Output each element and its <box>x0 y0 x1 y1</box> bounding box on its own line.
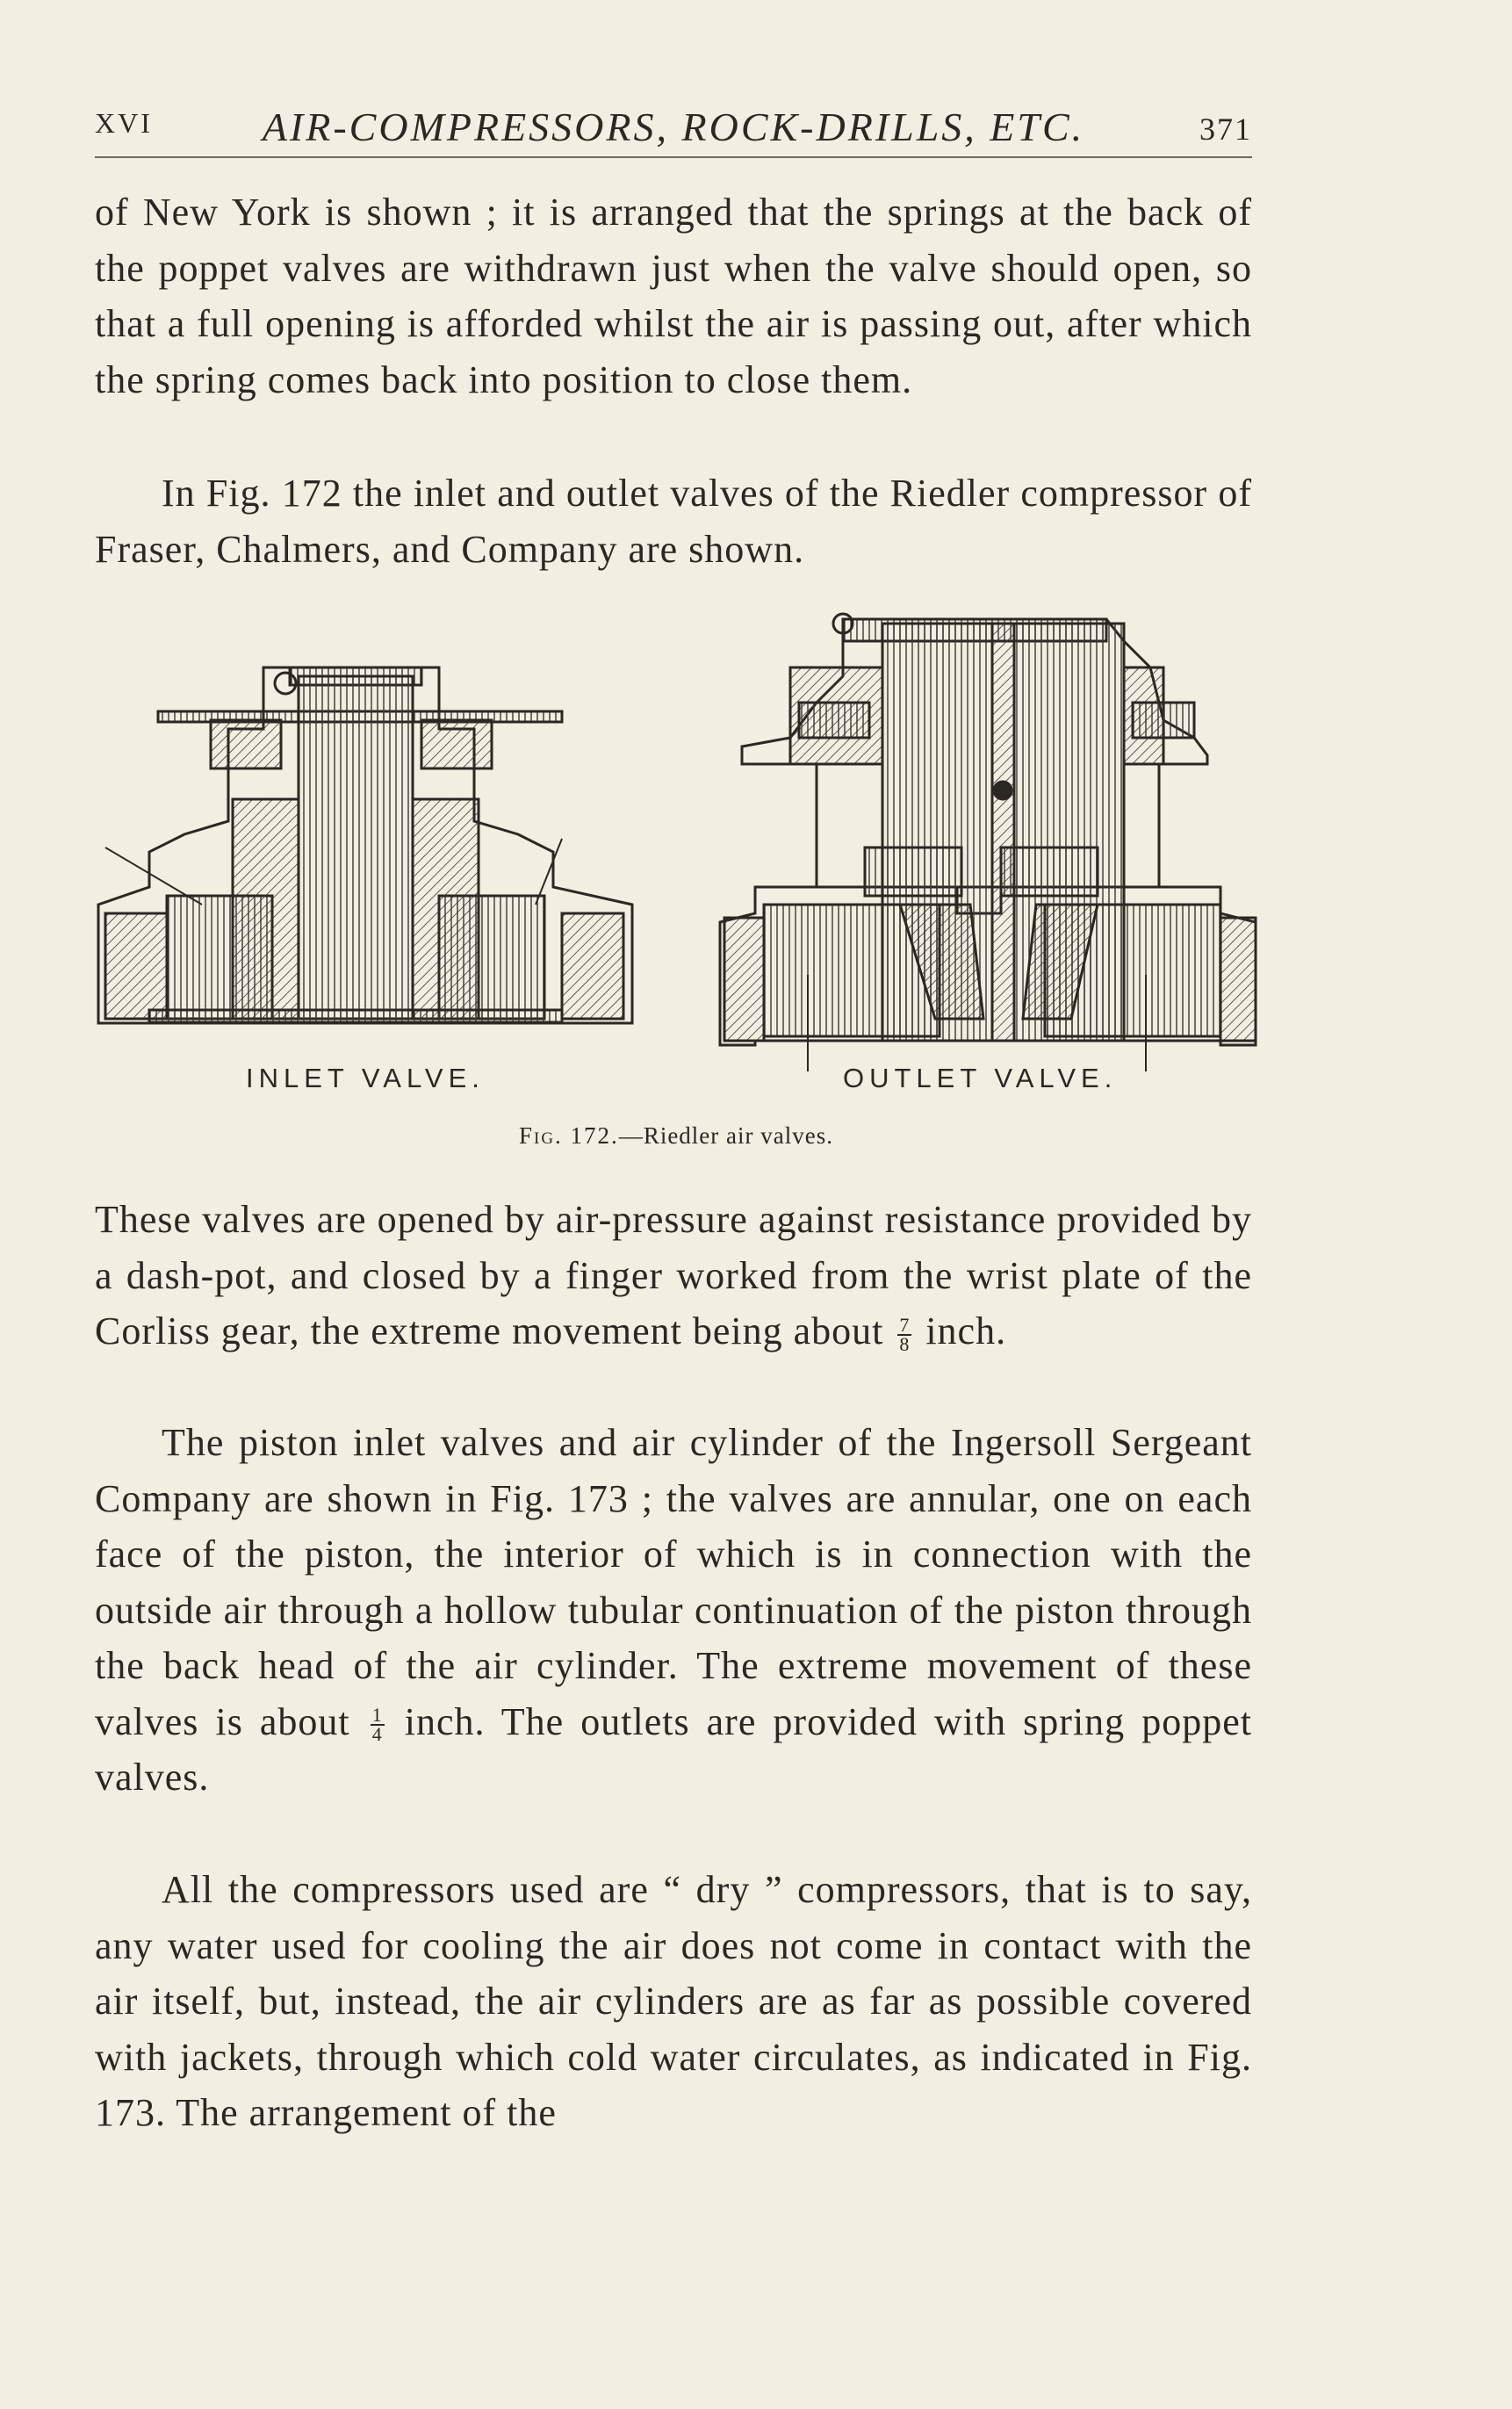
fraction-denominator: 4 <box>371 1723 383 1746</box>
page-number: 371 <box>1199 112 1252 147</box>
paragraph <box>95 1192 1252 1360</box>
outlet-valve-label: OUTLET VALVE. <box>843 1063 1118 1093</box>
inlet-valve-label: INLET VALVE. <box>246 1063 485 1093</box>
paragraph-text: inch. The outlets are provided with spring poppet valves. <box>95 1699 1252 1799</box>
fraction <box>897 1313 911 1355</box>
inlet-valve-drawing <box>98 667 632 1023</box>
running-header <box>95 95 1252 158</box>
figure-number: Fig. 172. <box>518 1122 619 1149</box>
paragraph-text: The piston inlet valves and air cylinder of the Ingersoll Sergeant Company are shown in Fig. 173 ; the valves are annular, one on each face of the piston, the interior of which is in connection with the outside air through a hollow tubular continuation of the piston through the back head of the air cylinder. The extreme movement of these valves is about <box>95 1421 1252 1743</box>
paragraph-text: inch. <box>925 1309 1007 1352</box>
figure-caption <box>88 1122 1264 1150</box>
paragraph: In Fig. 172 the inlet and outlet valves of the Riedler compressor of Fraser, Chalmers, and Company are shown. <box>95 472 1252 571</box>
signature-mark: XVI <box>95 107 153 139</box>
fraction <box>371 1704 385 1746</box>
running-title: AIR-COMPRESSORS, ROCK-DRILLS, ETC. <box>262 105 1085 149</box>
paragraph: of New York is shown ; it is arranged that the springs at the back of the poppet valves are withdrawn just when the valve should open, so that a full opening is afforded whilst the air is passing out, after which the spring comes back into position to close them. <box>95 191 1252 401</box>
fraction-numerator: 7 <box>899 1313 911 1336</box>
paragraph <box>95 1415 1252 1806</box>
fraction-denominator: 8 <box>899 1332 911 1355</box>
fraction-numerator: 1 <box>371 1704 383 1727</box>
figure-172 <box>88 606 1264 1168</box>
figure-caption-text: —Riedler air valves. <box>618 1122 833 1149</box>
paragraph: All the compressors used are “ dry ” compressors, that is to say, any water used for cooling the air does not come in contact with the air itself, but, instead, the air cylinders are as far as possible covered with jackets, through which cold water circulates, as indicated in Fig. 173. The arrangement of the <box>95 1868 1252 2134</box>
paragraph-text: These valves are opened by air-pressure against resistance provided by a dash-pot, and closed by a finger worked from the wrist plate of the Corliss gear, the extreme movement being about <box>95 1198 1252 1352</box>
outlet-valve-drawing <box>720 614 1256 1071</box>
